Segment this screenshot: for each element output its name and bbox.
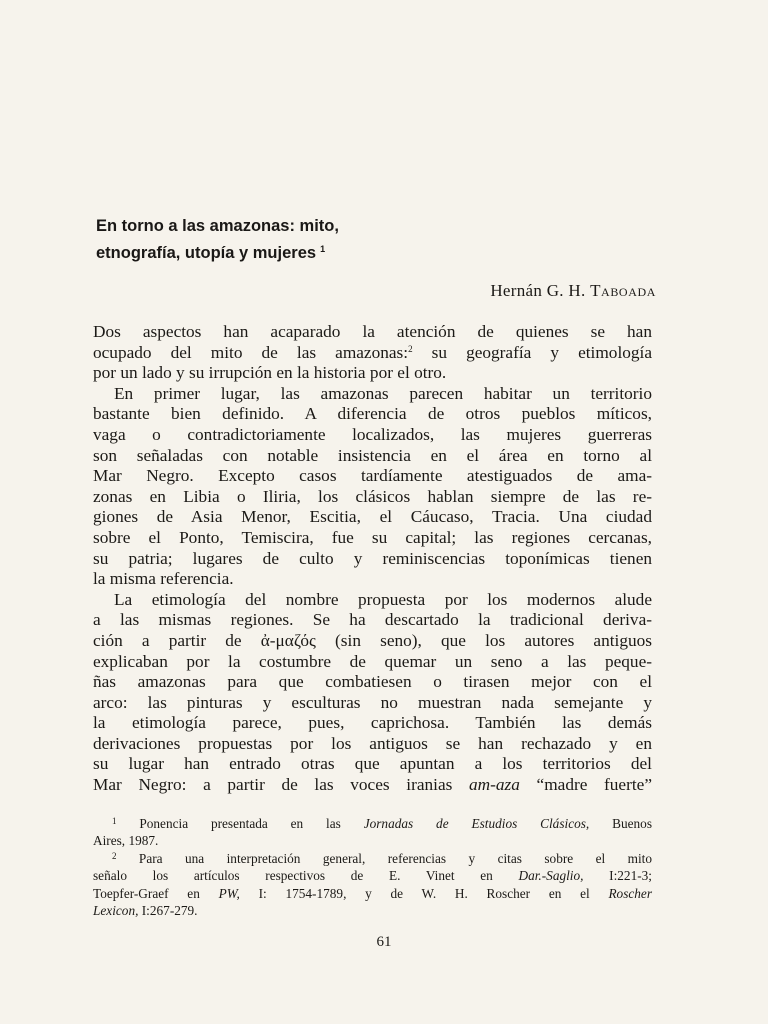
footnote-2-marker: 2 bbox=[112, 850, 117, 861]
title-footnote-ref[interactable]: 1 bbox=[320, 244, 326, 254]
body-line bbox=[93, 343, 652, 364]
body-line: sobre el Ponto, Temiscira, fue su capital; las regiones cercanas, bbox=[93, 527, 652, 547]
footnote-2-line bbox=[93, 902, 652, 919]
footnotes bbox=[93, 815, 652, 919]
body-line: zonas en Libia o Iliria, los clásicos hablan siempre de las re- bbox=[93, 486, 652, 506]
body-line-text: su geografía y etimología bbox=[412, 342, 652, 362]
footnote-2-line bbox=[93, 867, 652, 884]
body-line: su patria; lugares de culto y reminiscencias toponímicas tienen bbox=[93, 548, 652, 568]
footnote-italic: Roscher bbox=[608, 885, 653, 901]
body-line-text: Mar Negro: a partir de las voces iranias bbox=[93, 775, 469, 795]
article-title bbox=[96, 215, 516, 265]
footnote-text: Toepfer-Graef en bbox=[93, 885, 219, 901]
footnote-2-line bbox=[93, 850, 652, 867]
body-line: la misma referencia. bbox=[93, 569, 234, 589]
body-line: En primer lugar, las amazonas parecen habitar un territorio bbox=[114, 383, 652, 403]
body-line-text: ción a partir de bbox=[93, 630, 261, 650]
footnote-1-marker: 1 bbox=[112, 816, 117, 826]
body-line: derivaciones propuestas por los antiguos se han rechazado y en bbox=[93, 733, 652, 753]
body-line-text: ocupado del mito de las amazonas: bbox=[93, 342, 409, 362]
body-line: la etimología parece, pues, caprichosa. También las demás bbox=[93, 713, 652, 733]
footnote-1-line: Aires, 1987. bbox=[93, 833, 159, 849]
footnote-text: señalo los artículos respectivos de E. Vinet en bbox=[93, 868, 519, 884]
body-line-text: (sin seno), que los autores antiguos bbox=[315, 630, 652, 650]
page-number: 61 bbox=[376, 934, 392, 950]
footnote-1-line bbox=[93, 815, 652, 832]
body-line: giones de Asia Menor, Escitia, el Cáucaso, Tracia. Una ciudad bbox=[93, 507, 652, 527]
body-line: La etimología del nombre propuesta por los modernos alude bbox=[114, 589, 652, 609]
footnote-text: Ponencia presentada en las bbox=[116, 816, 364, 831]
title-line-1: En torno a las amazonas: mito, bbox=[96, 217, 339, 235]
body-line: vaga o contradictoriamente localizados, las mujeres guerreras bbox=[93, 424, 652, 444]
body-line bbox=[93, 631, 652, 652]
body-line: explicaban por la costumbre de quemar un seno a las peque- bbox=[93, 651, 652, 671]
body-line: su lugar han entrado otras que apuntan a los territorios del bbox=[93, 754, 652, 774]
italic-term: am-aza bbox=[469, 775, 520, 795]
body-line: por un lado y su irrupción en la historia por el otro. bbox=[93, 363, 447, 383]
footnote-italic: Jornadas de Estudios Clásicos, bbox=[363, 816, 590, 831]
body-line: ñas amazonas para que combatiesen o tirasen mejor con el bbox=[93, 672, 652, 692]
footnote-text: I: 1754-1789, y de W. H. Roscher en el bbox=[239, 885, 609, 901]
footnote-italic: Lexicon, bbox=[93, 902, 139, 918]
body-line: Mar Negro. Excepto casos tardíamente atestiguados de ama- bbox=[93, 466, 652, 486]
footnote-2-line bbox=[93, 885, 652, 902]
author-surname: Taboada bbox=[590, 281, 656, 300]
author-name: Hernán G. H. bbox=[490, 281, 586, 300]
title-line-2-text: etnografía, utopía y mujeres bbox=[96, 244, 317, 262]
footnote-italic: PW, bbox=[218, 885, 240, 901]
footnote-text: I:267-279. bbox=[138, 902, 198, 918]
article-body bbox=[93, 322, 652, 796]
footnote-ref-2[interactable]: 2 bbox=[408, 343, 413, 354]
body-line: arco: las pinturas y esculturas no muestran nada semejante y bbox=[93, 692, 652, 712]
greek-word: ἀ-μαζός bbox=[260, 630, 316, 650]
body-line: bastante bien definido. A diferencia de otros pueblos míticos, bbox=[93, 404, 652, 424]
footnote-text: Buenos bbox=[589, 816, 652, 831]
footnote-text: Para una interpretación general, referencias y citas sobre el mito bbox=[116, 850, 652, 866]
title-line-2 bbox=[96, 238, 516, 265]
footnote-text: I:221-3; bbox=[583, 868, 652, 884]
body-line-text: “madre fuerte” bbox=[519, 775, 653, 795]
body-line: a las mismas regiones. Se ha descartado la tradicional deriva- bbox=[93, 610, 652, 630]
footnote-italic: Dar.-Saglio, bbox=[518, 868, 584, 884]
body-line bbox=[93, 775, 652, 796]
author-line bbox=[490, 281, 656, 301]
body-line: Dos aspectos han acaparado la atención de quienes se han bbox=[93, 322, 652, 341]
body-line: son señaladas con notable insistencia en el área en torno al bbox=[93, 445, 652, 465]
